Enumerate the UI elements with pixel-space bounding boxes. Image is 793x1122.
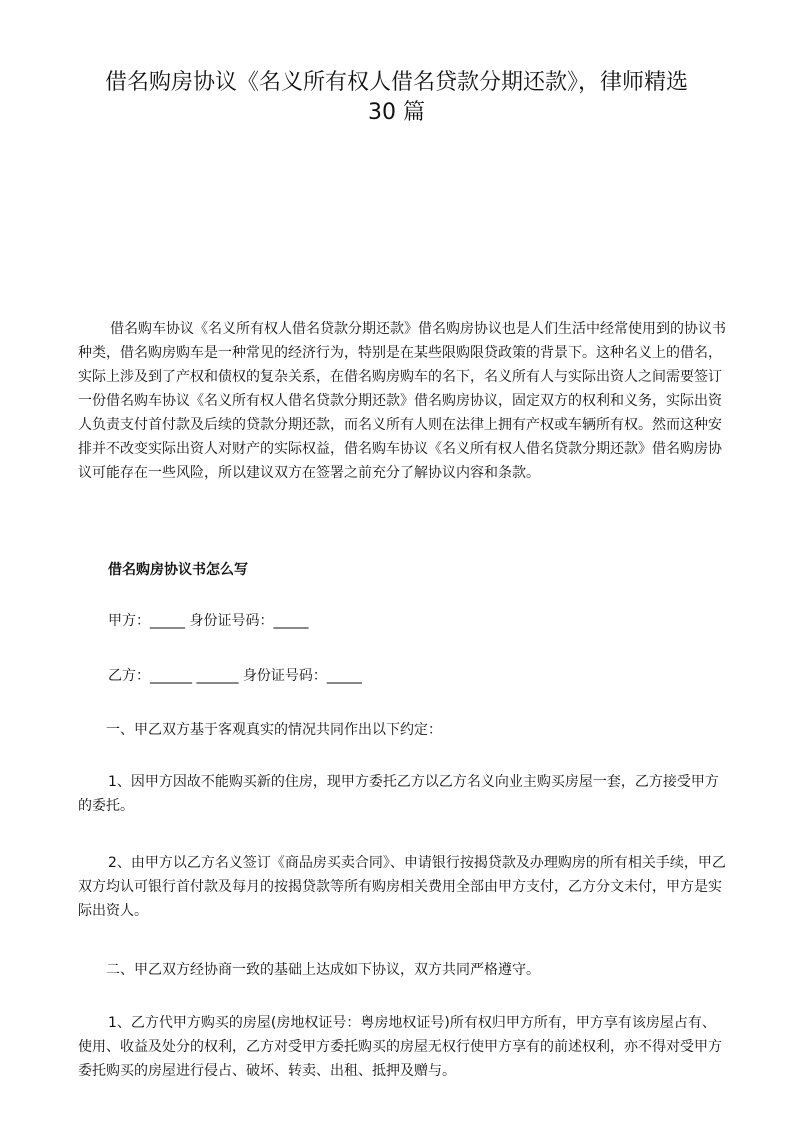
clause-1-heading: 一、甲乙双方基于客观真实的情况共同作出以下约定：	[106, 722, 442, 738]
clause-1-item-2: 2、由甲方以乙方名义签订《商品房买卖合同》、申请银行按揭贷款及办理购房的所有相关手续，甲乙双方均认可银行首付款及每月的按揭贷款等所有购房相关费用全部由甲方支付，乙方分文未付，甲方是实际出资人。	[78, 855, 726, 919]
intro-paragraph: 借名购车协议《名义所有权人借名贷款分期还款》借名购房协议也是人们生活中经常使用到的协议书种类，借名购房购车是一种常见的经济行为，特别是在某些限购限贷政策的背景下。这种名义上的借名，实际上涉及到了产权和债权的复杂关系，在借名购房购车的名下，名义所有人与实际出资人之间需要签订一份借名购车协议《名义所有权人借名贷款分期还款》借名购房协议，固定双方的权利和义务，实际出资人负责支付首付款及后续的贷款分期还款，而名义所有人则在法律上拥有产权或车辆所有权。然而这种安排并不改变实际出资人对财产的实际权益，借名购车协议《名义所有权人借名贷款分期还款》借名购房协议可能存在一些风险，所以建议双方在签署之前充分了解协议内容和条款。	[78, 321, 726, 481]
section-heading: 借名购房协议书怎么写	[108, 562, 248, 578]
title-line-2: 30 篇	[368, 100, 425, 125]
clause-2-heading: 二、甲乙双方经协商一致的基础上达成如下协议，双方共同严格遵守。	[106, 962, 540, 978]
clause-1-item-1: 1、因甲方因故不能购买新的住房，现甲方委托乙方以乙方名义向业主购买房屋一套，乙方接受甲方的委托。	[78, 774, 719, 814]
clause-2-item-1: 1、乙方代甲方购买的房屋(房地权证号：粤房地权证号)所有权归甲方所有，甲方享有该房屋占有、使用、收益及处分的权利，乙方对受甲方委托购买的房屋无权行使甲方享有的前述权利，亦不得对受甲方委托购买的房屋进行侵占、破坏、转卖、出租、抵押及赠与。	[78, 1015, 722, 1079]
document-title	[60, 68, 733, 128]
party-a-line: 甲方：_____ 身份证号码：_____	[108, 613, 309, 629]
party-b-line: 乙方：______ ______ 身份证号码：_____	[108, 668, 362, 684]
title-line-1: 借名购房协议《名义所有权人借名贷款分期还款》，律师精选	[104, 70, 688, 95]
